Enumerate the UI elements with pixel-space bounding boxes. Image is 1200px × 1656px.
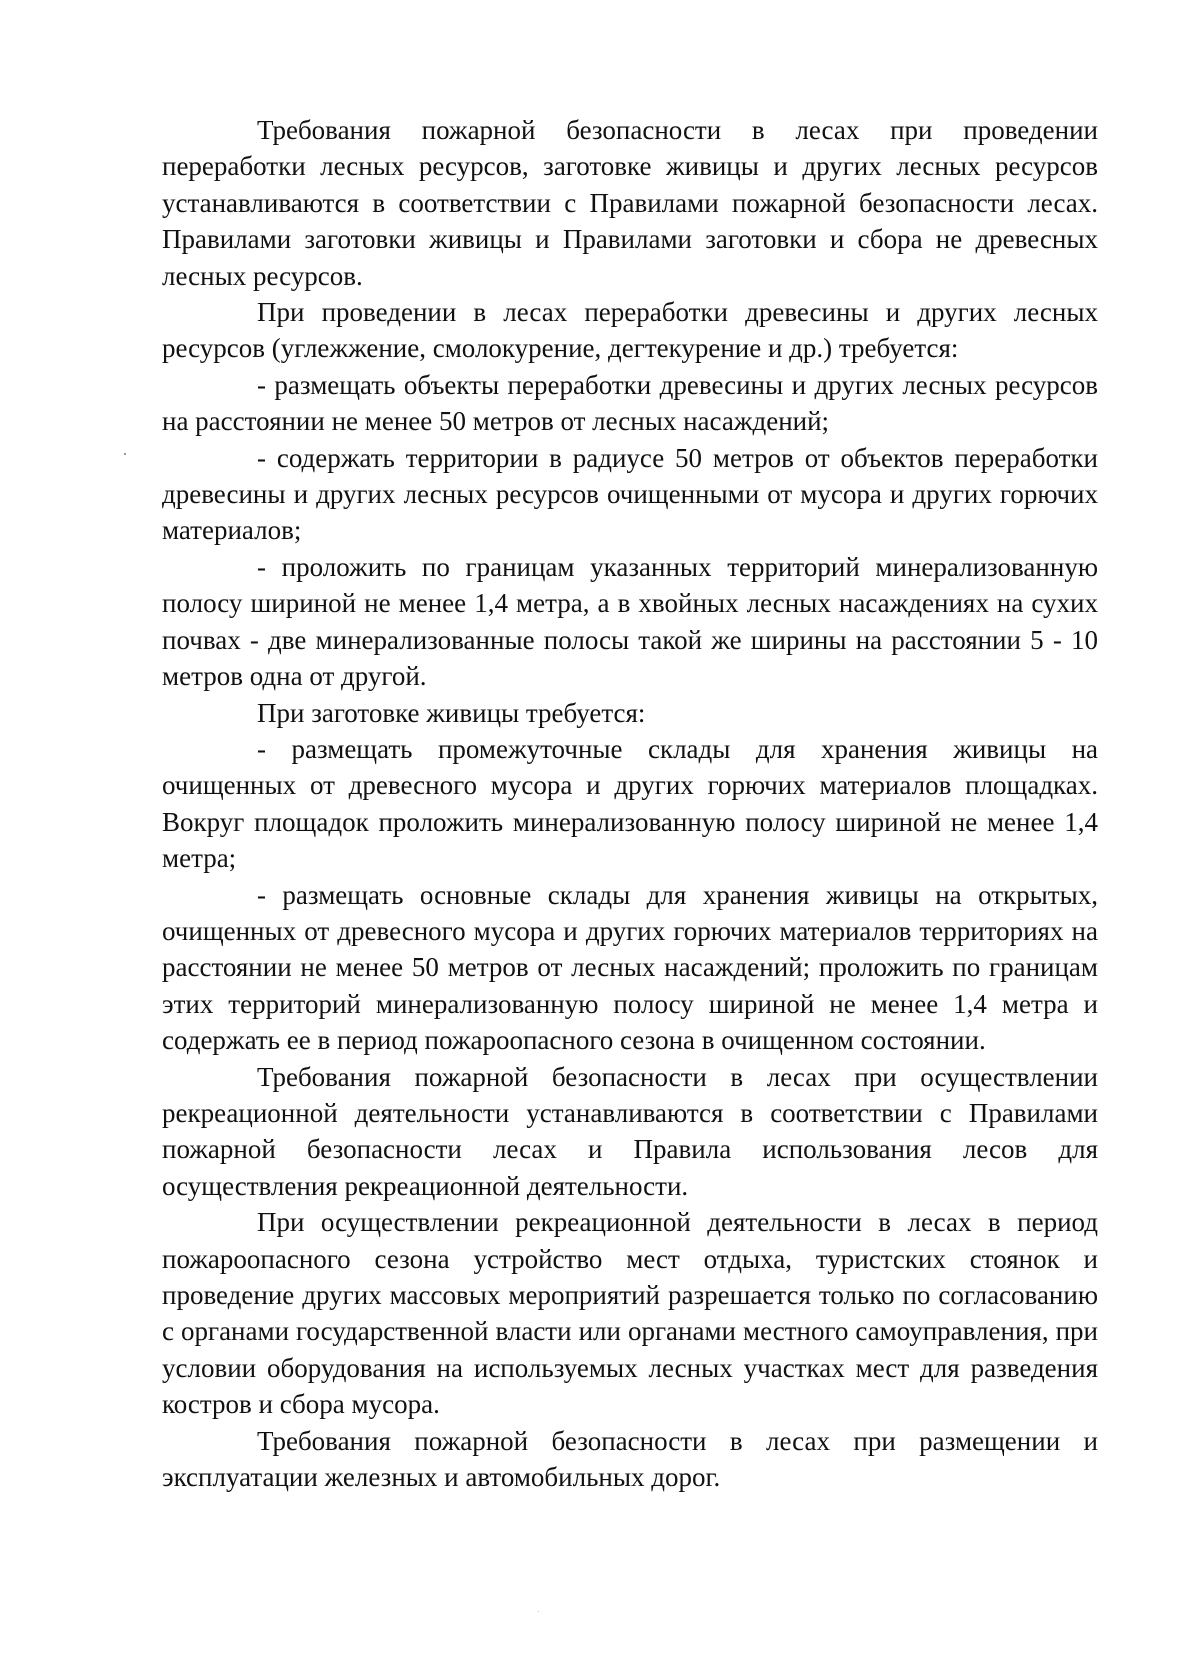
- list-item-mineralized-strip: - проложить по границам указанных территорий минерализованную полосу шириной не менее 1,4 метра, а в хвойных лесных насаждениях на сухих почвах - две минерализованные полосы такой же ширины на расстоянии 5 - 10 метров одна от другой.: [162, 551, 1098, 692]
- list-item-intermediate-warehouses: - размещать промежуточные склады для хранения живицы на очищенных от древесного мусора и других горючих материалов площадках. Вокруг площадок проложить минерализованную полосу шириной не менее 1,4 метра;: [162, 733, 1098, 874]
- paragraph-processing-intro: При проведении в лесах переработки древесины и других лесных ресурсов (углежжение, смолокурение, дегтекурение и др.) требуется:: [162, 297, 1098, 364]
- list-item-place-objects: - размещать объекты переработки древесины и других лесных ресурсов на расстоянии не менее 50 метров от лесных насаждений;: [162, 369, 1098, 437]
- scan-artifact-dot: [538, 1611, 539, 1612]
- document-page: [162, 112, 1098, 1495]
- list-item-keep-territory-clean: - содержать территории в радиусе 50 метров от объектов переработки древесины и других лесных ресурсов очищенными от мусора и других горючих материалов;: [162, 442, 1098, 546]
- scan-artifact-dot: [124, 453, 126, 455]
- list-item-main-warehouses: - размещать основные склады для хранения живицы на открытых, очищенных от древесного мусора и других горючих материалов территориях на расстоянии не менее 50 метров от лесных насаждений; проложить по границам этих территорий минерализованную полосу шириной не менее 1,4 метра и содержать ее в период пожароопасного сезона в очищенном состоянии.: [162, 879, 1098, 1056]
- paragraph-resin-intro: При заготовке живицы требуется:: [257, 697, 646, 728]
- paragraph-recreation-rules: При осуществлении рекреационной деятельности в лесах в период пожароопасного сезона устройство мест отдыха, туристских стоянок и проведение других массовых мероприятий разрешается только по согласованию с органами государственной власти или органами местного самоуправления, при условии оборудования на используемых лесных участках мест для разведения костров и сбора мусора.: [162, 1207, 1098, 1420]
- paragraph-roads-requirements: Требования пожарной безопасности в лесах при размещении и эксплуатации железных и автомобильных дорог.: [162, 1425, 1098, 1493]
- paragraph-requirements-processing: Требования пожарной безопасности в лесах при проведении переработки лесных ресурсов, заготовке живицы и других лесных ресурсов устанавливаются в соответствии с Правилами пожарной безопасности лесах. Правилами заготовки живицы и Правилами заготовки и сбора не древесных лесных ресурсов.: [162, 115, 1098, 291]
- paragraph-recreation-requirements: Требования пожарной безопасности в лесах при осуществлении рекреационной деятельности устанавливаются в соответствии с Правилами пожарной безопасности лесах и Правила использования лесов для осуществления рекреационной деятельности.: [162, 1061, 1098, 1201]
